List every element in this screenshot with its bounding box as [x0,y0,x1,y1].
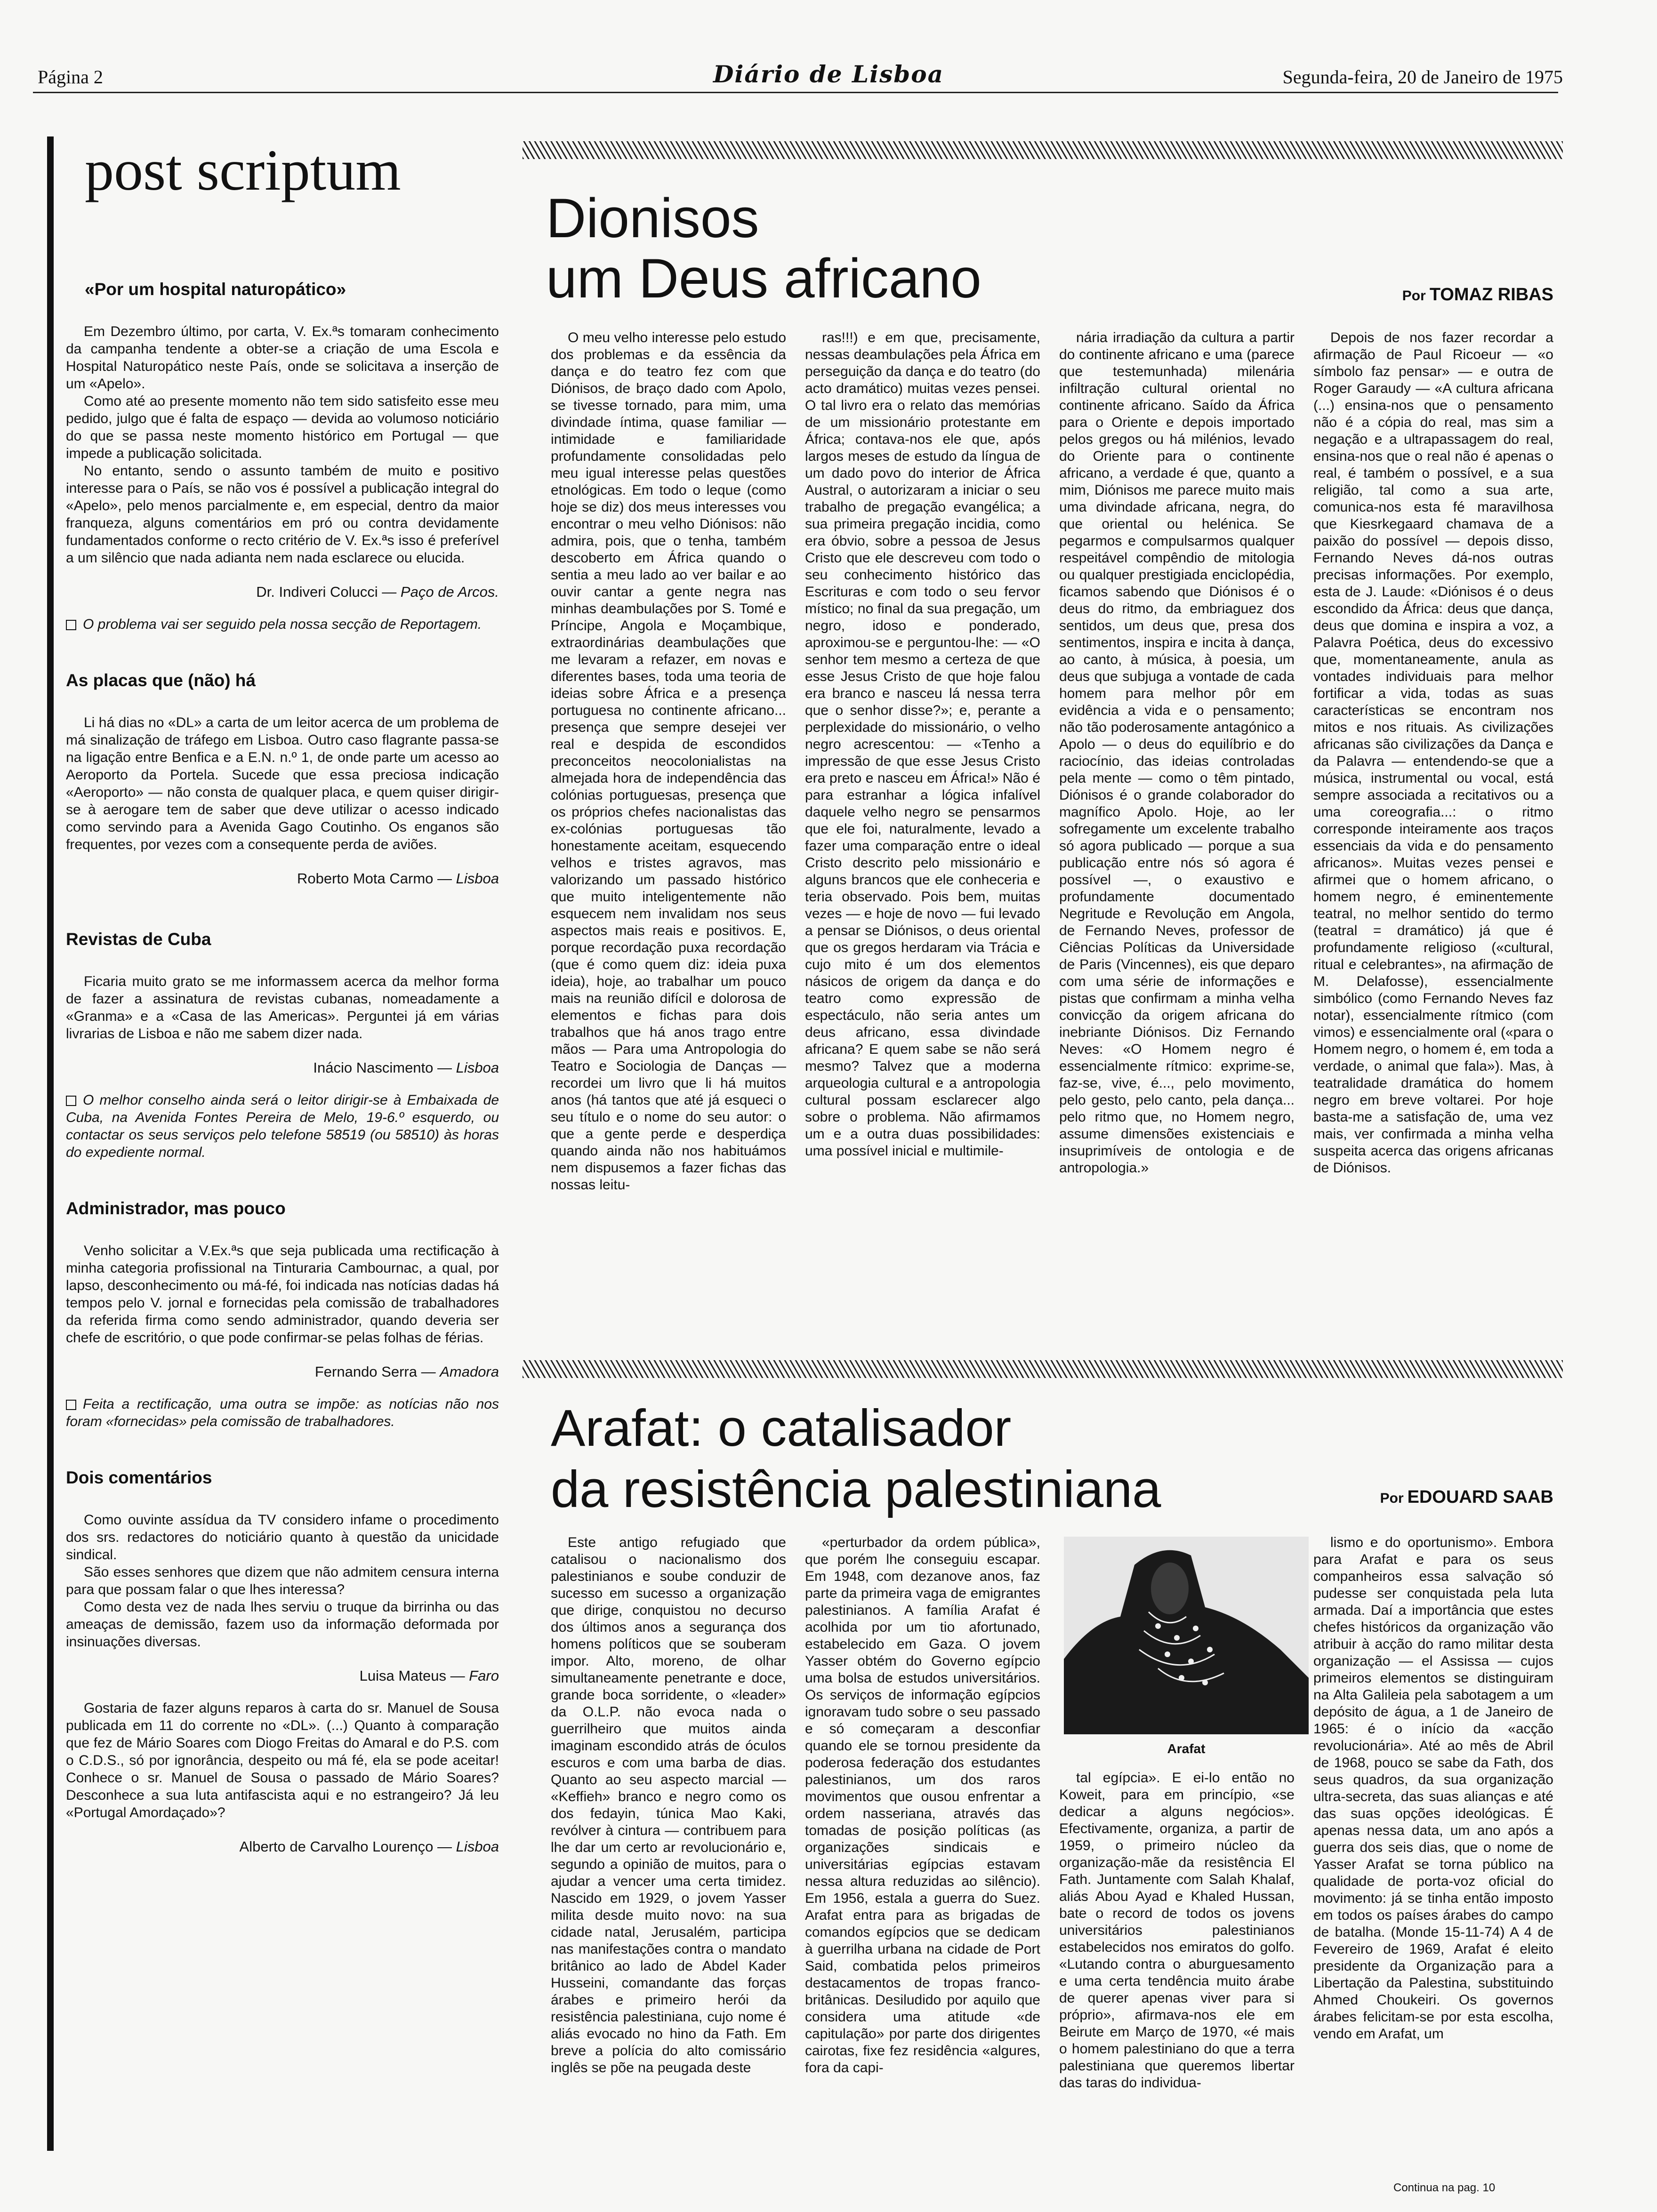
article-column: Depois de nos fazer recordar a afirmação de Paul Ricoeur — «o símbolo faz pensar» — e outra de Roger Garaudy — «A cultura africana (...) ensina-nos que o pensamento não é a cópia do real, mas sim a negação e a ultrapassagem do real, ensina-nos que o real não é apenas o real, é também o possível, e a sua religião, tal como a sua arte, comunica-nos esta fé maravilhosa que Kiesrkegaard chamava de a paixão do possível — depois disso, Fernando Neves dá-nos outras precisas informações. Por exemplo, esta de J. Laude: «Diónisos é o deus escondido da África: deus que dança, deus que domina e inspira a voz, a Palavra Poética, deus do excessivo que, momentaneamente, anula as vontades individuais para melhor fortificar a vida, todas as suas características se encontram nos mitos e nos rituais. As civilizações africanas são civilizações da Dança e da Palavra — entendendo-se que a música, instrumental ou vocal, está sempre associada a recitativos ou a uma coreografia...: o ritmo corresponde inteiramente aos traços essenciais da vida e do pensamento africanos». Muitas vezes pensei e afirmei que o homem africano, o homem negro, é eminentemente teatral, no melhor sentido do termo (teatral = dramático) já que é profundamente religioso («cultural, ritual e celebrantes», na afirmação de M. Delafosse), essencialmente simbólico (como Fernando Neves faz notar), essencialmente rítmico (com vimos) e essencialmente oral («para o Homem negro, o homem é, em toda a verdade, o animal que fala»). Mas, à teatralidade dramática do homem negro em breve voltarei. Por hoje basta-me a satisfação de, uma vez mais, ver confirmada a minha velha suspeita acerca das origens africanas de Diónisos. [1313,330,1553,1176]
hatch-rule [523,141,1563,159]
article-column: lismo e do oportunismo». Embora para Arafat e para os seus companheiros essa salvação só pudesse ser conquistada pela luta armada. Daí a importância que estes chefes históricos da organização vão atribuir à acção do ramo militar desta organização — el Assissa — cujos primeiros elementos se distinguiram na Alta Galileia pela sabotagem a um depósito de água, a 1 de Janeiro de 1965: é o início da «acção revolucionária». Até ao mês de Abril de 1968, pouco se sabe da Fath, dos seus quadros, da sua organização ultra-secreta, das suas alianças e até das suas opções ideológicas. É apenas nessa data, um ano após a guerra dos seis dias, que o nome de Yasser Arafat se torna público na qualidade de porta-voz oficial do movimento: já se tinha então imposto em todos os países árabes do campo de batalha. (Monde 15-11-74) A 4 de Fevereiro de 1969, Arafat é eleito presidente da Organização para a Libertação da Palestina, substituindo Ahmed Choukeiri. Os governos árabes felicitam-se por esta escolha, vendo em Arafat, um [1313,1535,1553,2042]
note-box-icon [66,1400,76,1410]
page-number: Página 2 [38,66,103,88]
header-rule [33,92,1558,93]
section-bar [47,136,54,2151]
editor-note: O melhor conselho ainda será o leitor dirigir-se à Embaixada de Cuba, na Avenida Fontes Pereira de Melo, 19-6.º esquerdo, ou contactar os seus serviços pelo telefone 58519 (ou 58510) às horas do expediente normal. [66,1092,499,1160]
letter-title: As placas que (não) há [66,671,256,690]
letter-title: «Por um hospital naturopático» [85,280,346,299]
arafat-photo [1064,1537,1309,1734]
article-column: Este antigo refugiado que catalisou o nacionalismo dos palestinianos e soube conduzir de sucesso em sucesso a organização que dirige, conquistou no decurso dos últimos anos a segurança dos homens políticos que se souberam impor. Alto, moreno, de olhar simultaneamente penetrante e doce, grande boca sorridente, o «leader» da O.L.P. não evoca nada o guerrilheiro que muitos ainda imaginam escondido atrás de óculos escuros e com uma barba de dias. Quanto ao seu aspecto marcial — «Keffieh» branco e negro como os dos fedayin, túnica Mao Kaki, revólver à cintura — contribuem para lhe dar um certo ar revolucionário e, segundo a opinião de muitos, para o ajudar a vencer uma certa timidez. Nascido em 1929, o jovem Yasser milita desde muito novo: na sua cidade natal, Jerusalém, participa nas manifestações contra o mandato britânico ao lado de Abdel Kader Husseini, comandante das forças árabes e primeiro herói da resistência palestiniana, cujo nome é aliás evocado no hino da Fath. Em breve a polícia do alto comissário inglês se põe na peugada deste [551,1535,786,2076]
letter-signature: Inácio Nascimento — Lisboa [313,1059,499,1076]
letter-paragraph: No entanto, sendo o assunto também de muito e positivo interesse para o País, se não vos é possível a publicação integral do «Apelo», pelo menos parcialmente e, em especial, dentro da maior franqueza, alguns comentários em pró ou contra devidamente fundamentados conforme o recto critério de V. Ex.ªs isso é preferível a um silêncio que nada adianta nem nada esclarece ou elucida. [66,463,499,566]
letter [66,1199,499,1430]
letter-paragraph: Como até ao presente momento não tem sido satisfeito esse meu pedido, julgo que é falta de espaço — devida ao volumoso noticiário do que se passa neste momento histórico em Portugal — que impede a publicação solicitada. [66,393,499,461]
photo-caption: Arafat [1167,1741,1206,1756]
article-title: Dionisos um Deus africano [546,187,981,310]
letter-signature: Dr. Indiveri Colucci — Paço de Arcos. [256,584,499,600]
masthead: Diário de Lisboa [697,60,960,88]
letter-paragraph: Li há dias no «DL» a carta de um leitor acerca de um problema de má sinalização de tráfego em Lisboa. Outro caso flagrante passa-se na ligação entre Benfica e a E.N. n.º 1, de onde parte um acesso ao Aeroporto da Portela. Sucede que essa preciosa indicação «Aeroporto» — não consta de qualquer placa, e quem quiser dirigir-se à aerogare tem de saber que deve utilizar o acesso indicado como servindo para a Avenida Gago Coutinho. Os enganos são frequentes, por vezes com a consequente perda de aviões. [66,715,499,852]
letter-paragraph: Venho solicitar a V.Ex.ªs que seja publicada uma rectificação à minha categoria profissional na Tinturaria Cambournac, a qual, por lapso, desconhecimento ou má-fé, foi indicada nas notícias dadas há tempos pelo V. jornal e fornecidas pela comissão de trabalhadores da referida firma como sendo administrador, quando deveria ser chefe de escritório, o que pode confirmar-se pelas folhas de férias. [66,1243,499,1346]
article-column: ras!!!) e em que, precisamente, nessas deambulações pela África em perseguição da dança e do teatro (do acto dramático) muitas vezes pensei. O tal livro era o relato das memórias de um missionário protestante em África; contava-nos ele que, após largos meses de estudo da língua de um dado povo do interior de África Austral, o autorizaram a iniciar o seu trabalho de pregação evangélica; a sua primeira pregação incidia, como era óbvio, sobre a pessoa de Jesus Cristo que ele descreveu com todo o seu conhecimento histórico das Escrituras e com todo o seu fervor místico; no final da sua pregação, um negro, idoso e ponderado, aproximou-se e perguntou-lhe: — «O senhor tem mesmo a certeza de que esse Jesus Cristo de que hoje falou era branco e nasceu lá nessa terra que o senhor disse?»; e, perante a perplexidade do missionário, o velho negro acrescentou: — «Tenho a impressão de que esse Jesus Cristo era preto e nasceu em África!» Não é para estranhar a lógica infalível daquele velho negro se pensarmos que ele foi, naturalmente, levado a fazer uma comparação entre o ideal Cristo descrito pelo missionário e alguns brancos que ele conheceria e teria observado. Pois bem, muitas vezes — e hoje de novo — fui levado a pensar se Diónisos, o deus oriental que os gregos herdaram via Trácia e cujo mito é um dos elementos násicos de origem da dança e do teatro como expressão de espectáculo, não seria antes um deus africano, essa divindade africana? E quem sabe se não será mesmo? Talvez que a moderna arqueologia cultural e a antropologia cultural possam esclarecer algo sobre o problema. Não afirmamos um e a outra duas possibilidades: uma possível inicial e multimile- [805,330,1040,1159]
continuation-note: Continua na pag. 10 [1393,2181,1496,2194]
letter-title: Revistas de Cuba [66,930,211,949]
article-column: tal egípcia». E ei-lo então no Koweit, para em princípio, «se dedicar a alguns negócios». Efectivamente, organiza, a partir de 1959, o primeiro núcleo da organização-mãe da resistência El Fath. Juntamente com Salah Khalaf, aliás Abou Ayad e Khaled Hussan, bate o record de todos os jovens universitários palestinianos estabelecidos nos emiratos do golfo. «Lutando contra o aburguesamento e uma certa tendência muito árabe de querer apenas viver para si próprio», afirmava-nos ele em Beirute em Março de 1970, «é mais o homem palestiniano do que a terra palestiniana que queremos libertar das taras do individua- [1059,1770,1295,2091]
editor-note: Feita a rectificação, uma outra se impõe: as notícias não nos foram «fornecidas» pela comissão de trabalhadores. [66,1396,499,1429]
letter-title: Dois comentários [66,1468,212,1487]
letter-signature: Roberto Mota Carmo — Lisboa [297,870,499,887]
letter [66,930,499,1161]
note-box-icon [66,620,76,630]
letter [66,1699,499,1855]
note-box-icon [66,1096,76,1106]
letter-title: Administrador, mas pouco [66,1199,286,1218]
letter-signature: Fernando Serra — Amadora [314,1363,499,1380]
article-column: O meu velho interesse pelo estudo dos problemas e da essência da dança e do teatro fez com que Diónisos, de braço dado com Apolo, se tivesse tornado, para mim, uma divindade íntima, quase familiar — intimidade e familiaridade profundamente consolidadas pelo meu igual interesse pelas questões etnológicas. Em todo o leque (como hoje se diz) dos meus interesses vou encontrar o meu velho Diónisos: não admira, pois, que o tenha, também descoberto em África quando o sentia a meu lado ao ver bailar e ao ouvir cantar a gente negra nas minhas deambulações por S. Tomé e Príncipe, Angola e Moçambique, extraordinárias deambulações que me levaram a refazer, em novas e diferentes bases, toda uma teoria de ideias sobre África e a presença portuguesa no continente africano... presença que sempre desejei ver real e despida de escondidos preconceitos neocolonialistas na almejada hora de independência das colónias portuguesas, presença que os próprios chefes nacionalistas das ex-colónias portuguesas tão honestamente aceitam, esquecendo velhos e tristes agravos, mas valorizando um passado histórico que muito inteligentemente não esquecem nem invalidam nos seus aspectos mais reais e positivos. E, porque recordação puxa recordação (que é como quem diz: ideia puxa ideia), hoje, ao trabalhar um pouco mais na reunião difícil e dolorosa de elementos e fichas para dois trabalhos que há anos trago entre mãos — Para uma Antropologia do Teatro e Sociologia de Danças — recordei um livro que li há muitos anos (há tantos que até já esqueci o seu título e o nome do seu autor: o que a gente perde e desperdiça quando ainda não nos habituámos nem dispusemos a fazer fichas das nossas leitu- [551,330,786,1193]
article-byline: Por EDOUARD SAAB [1380,1487,1553,1507]
letter-paragraph: Como desta vez de nada lhes serviu o truque da birrinha ou das ameaças de demissão, fazem uso da informação deformada por insinuações diversas. [66,1599,499,1650]
letter [66,1468,499,1684]
letter-signature: Luisa Mateus — Faro [359,1667,499,1684]
issue-date: Segunda-feira, 20 de Janeiro de 1975 [1282,66,1563,88]
letter-paragraph: Ficaria muito grato se me informassem acerca da melhor forma de fazer a assinatura de revistas cubanas, nomeadamente a «Granma» e a «Casa de las Americas». Perguntei já em várias livrarias de Lisboa e não me sabem dizer nada. [66,974,499,1042]
post-scriptum-column [66,138,499,1870]
editor-note: O problema vai ser seguido pela nossa secção de Reportagem. [66,616,499,633]
letter-paragraph: Como ouvinte assídua da TV considero infame o procedimento dos srs. redactores do noticiário quanto à questão da unicidade sindical. [66,1512,499,1563]
portrait-image [1064,1537,1309,1734]
article-column: nária irradiação da cultura a partir do continente africano e uma (parece que testemunhada) milenária infiltração cultural oriental no continente africano. Saído da África para o Oriente e depois importado pelos gregos ou há milénios, levado do Oriente para o continente africano, a verdade é que, quanto a mim, Diónisos me parece muito mais uma divindade africana, negra, do que oriental ou helénica. Se pegarmos e compulsarmos qualquer respeitável compêndio de mitologia ou qualquer prestigiada enciclopédia, ficamos sabendo que Diónisos é o deus do ritmo, da embriaguez dos sentidos, um deus que, presa dos sentimentos, inspira e incita à dança, ao canto, à música, à poesia, um deus que subjuga a vontade de cada homem para melhor pôr em evidência a vida e o pensamento; não tão poderosamente antagónico a Apolo — o deus do equilíbrio e do raciocínio, das ideias controladas pela mente — como o têm pintado, Diónisos é o grande colaborador do magnífico Apolo. Hoje, ao ler sofregamente um excelente trabalho só agora publicado — porque a sua publicação entre nós só agora é possível —, o exaustivo e profundamente documentado Negritude e Revolução em Angola, de Fernando Neves, professor de Ciências Políticas da Universidade de Paris (Vincennes), eis que deparo com uma série de informações e pistas que confirmam a minha velha convicção da origem africana do inebriante Diónisos. Diz Fernando Neves: «O Homem negro é essencialmente rítmico: exprime-se, faz-se, vive, é..., pelo movimento, pelo gesto, pelo canto, pela dança... pelo ritmo que, no Homem negro, assume dimensões existenciais e insuprimíveis de ontologia e de antropologia.» [1059,330,1295,1176]
letter [66,671,499,887]
letter-paragraph: Gostaria de fazer alguns reparos à carta do sr. Manuel de Sousa publicada em 11 do corrente no «DL». (...) Quanto à comparação que fez de Mário Soares com Diogo Freitas do Amaral e do P.S. com o C.D.S., só por ignorância, despeito ou má fé, ela se pode aceitar! Conhece o sr. Manuel de Sousa o passado de Mário Soares? Desconhece a sua luta antifascista aqui e no estrangeiro? Já leu «Portugal Amordaçado»? [66,1700,499,1820]
letter-signature: Alberto de Carvalho Lourenço — Lisboa [239,1838,499,1855]
hatch-rule [523,1360,1563,1378]
letter-paragraph: Em Dezembro último, por carta, V. Ex.ªs tomaram conhecimento da campanha tendente a obter-se a criação de uma Escola e Hospital Naturopático neste País, onde se solicitava a inserção de um «Apelo». [66,324,499,392]
article-byline: Por TOMAZ RIBAS [1402,285,1553,305]
section-title: post scriptum [85,138,401,202]
letter-paragraph: São esses senhores que dizem que não admitem censura interna para que possam falar o que lhes interessa? [66,1564,499,1597]
letter [66,280,499,633]
article-title: Arafat: o catalisador da resistência palestiniana [551,1399,1161,1518]
article-column: «perturbador da ordem pública», que porém lhe conseguiu escapar. Em 1948, com dezanove anos, faz parte da primeira vaga de emigrantes palestinianos. A família Arafat é acolhida por um tio afortunado, estabelecido em Gaza. O jovem Yasser obtém do Governo egípcio uma bolsa de estudos universitários. Os serviços de informação egípcios ignoravam tudo sobre o seu passado e só começaram a desconfiar quando ele se tornou presidente da poderosa federação dos estudantes palestinianos, um dos raros movimentos que ousou enfrentar a ordem nasseriana, através das tomadas de posição políticas (as organizações sindicais e universitárias egípcias estavam nessa altura reduzidas ao silêncio). Em 1956, estala a guerra do Suez. Arafat entra para as brigadas de comandos egípcios que se dedicam à guerrilha urbana na cidade de Port Said, combatida pelos primeiros destacamentos de tropas franco-britânicas. Desiludido por aquilo que considera uma atitude «de capitulação» por parte dos dirigentes cairotas, fixe fez residência «algures, fora da capi- [805,1535,1040,2076]
